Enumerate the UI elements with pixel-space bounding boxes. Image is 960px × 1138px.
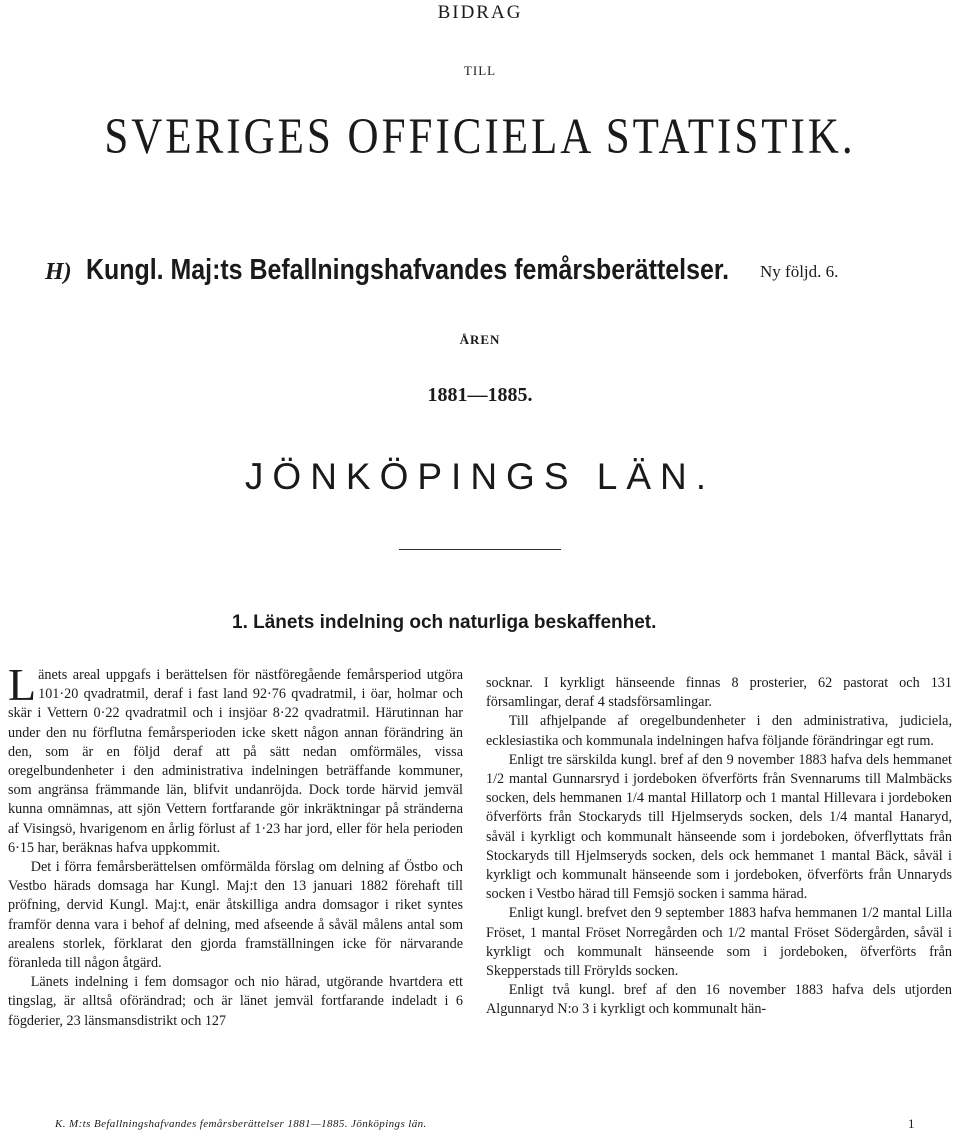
left-paragraph-2: Det i förra femårsberättelsen omförmälda förslag om delning af Östbo och Vestbo härads domsaga har Kungl. Maj:t den 13 januari 1882 förehaft till pröfning, dervid Kungl. Maj:t, enär åtskilliga andra domsagor i riket syntes framför denna vara i behof af delning, med afseende å såväl målens antal som arealens storlek, förklarat den gjorda framställningen icke för närvarande föranleda till någon åtgärd.: [8, 859, 463, 972]
right-paragraph-2: Till afhjelpande af oregelbundenheter i den administrativa, judiciela, ecklesiastika och kommunala indelningen hafva följande förändringar egt rum.: [486, 713, 952, 749]
series-letter: H): [45, 259, 72, 285]
series-meta: Ny följd. 6.: [760, 262, 839, 281]
period-years: 1881—1885.: [427, 384, 533, 406]
series-name: Kungl. Maj:ts Befallningshafvandes femårsberättelser.: [85, 254, 729, 286]
right-paragraph-1: socknar. I kyrkligt hänseende finnas 8 prosterier, 62 pastorat och 131 församlingar, deraf 4 stadsförsamlingar.: [486, 675, 952, 711]
left-paragraph-3: Länets indelning i fem domsagor och nio härad, utgörande hvartdera ett tingslag, är alltså oförändrad; och är länet jemväl fortfarande indeladt i 6 fögderier, 23 länsmansdistrikt och 127: [8, 974, 463, 1029]
publication-title: SVERIGES OFFICIELA STATISTIK.: [104, 109, 856, 165]
header-till: TILL: [463, 63, 497, 78]
right-paragraph-5: Enligt två kungl. bref af den 16 november 1883 hafva dels utjorden Algunnaryd N:o 3 i kyrkligt och kommunalt hän-: [486, 982, 952, 1018]
left-paragraph-1-text: änets areal uppgafs i berättelsen för nästföregående femårsperiod utgöra 101·20 qvadratmil, deraf i fast land 92·76 qvadratmil, i öar, holmar och skär i Vettern 0·22 qvadratmil och i insjöar 8·22 qvadratmil. Härutinnan har under den nu förflutna femårsperioden icke skett någon annan förändring än den, som är en följd deraf att på sätt nedan omförmäles, vissa oregelbundenheter i den administrativa indelningen beträffande kommuner, som angränsa främmande län, blifvit undanröjda. Dock torde härvid jemväl kunna omnämnas, att sjön Vettern fortfarande gör inkräktningar på stränderna af Visingsö, hvarigenom en årlig förlust af 1·23 har jord, eller för hela perioden 6·15 har, beräknas hafva uppkommit.: [8, 667, 463, 856]
page-number: 1: [908, 1116, 915, 1131]
divider-rule: [399, 549, 561, 550]
right-paragraph-4: Enligt kungl. brefvet den 9 september 1883 hafva hemmanen 1/2 mantal Lilla Fröset, 1 mantal Fröset Norregården och 1/2 mantal Fröset Södergården, såväl i kyrkligt och kommunalt hänseende som i jordeboken, öfverförts från Skepperstads till Frörylds socken.: [486, 905, 952, 980]
county-title: JÖNKÖPINGS LÄN.: [244, 456, 716, 497]
left-column: [8, 659, 463, 1031]
drop-cap: L: [8, 659, 37, 710]
header-bidrag: BIDRAG: [437, 2, 523, 23]
right-paragraph-3: Enligt tre särskilda kungl. bref af den 9 november 1883 hafva dels hemmanet 1/2 mantal Gunnarsryd i jordeboken öfverförts från Svennarums till Malmbäcks socken, dels hemmanen 1/4 mantal Hillatorp och 1 mantal Hillevara i jordeboken öfverförts från Stockaryds till Hjelmseryds socken, dels 1/4 mantal Hanaryd, såväl i kyrkligt och kommunalt hänseende som i jordeboken, öfverflyttats från Stockaryds till Hjelmseryds socken, dels ock hemmanet 1 mantal Bäck, såväl i kyrkligt och kommunalt hänseende som i jordeboken, öfverförts från Unnaryds socken i Vestbo härad till Femsjö socken i samma härad.: [486, 751, 952, 903]
section-title: 1. Länets indelning och naturliga beskaffenhet.: [232, 612, 657, 633]
footer-running-title: K. M:ts Befallningshafvandes femårsberättelser 1881—1885. Jönköpings län.: [55, 1118, 427, 1130]
period-label: ÅREN: [459, 332, 501, 347]
series-heading: [45, 254, 905, 287]
left-paragraph-1: [8, 659, 463, 858]
right-column: [486, 674, 952, 1020]
